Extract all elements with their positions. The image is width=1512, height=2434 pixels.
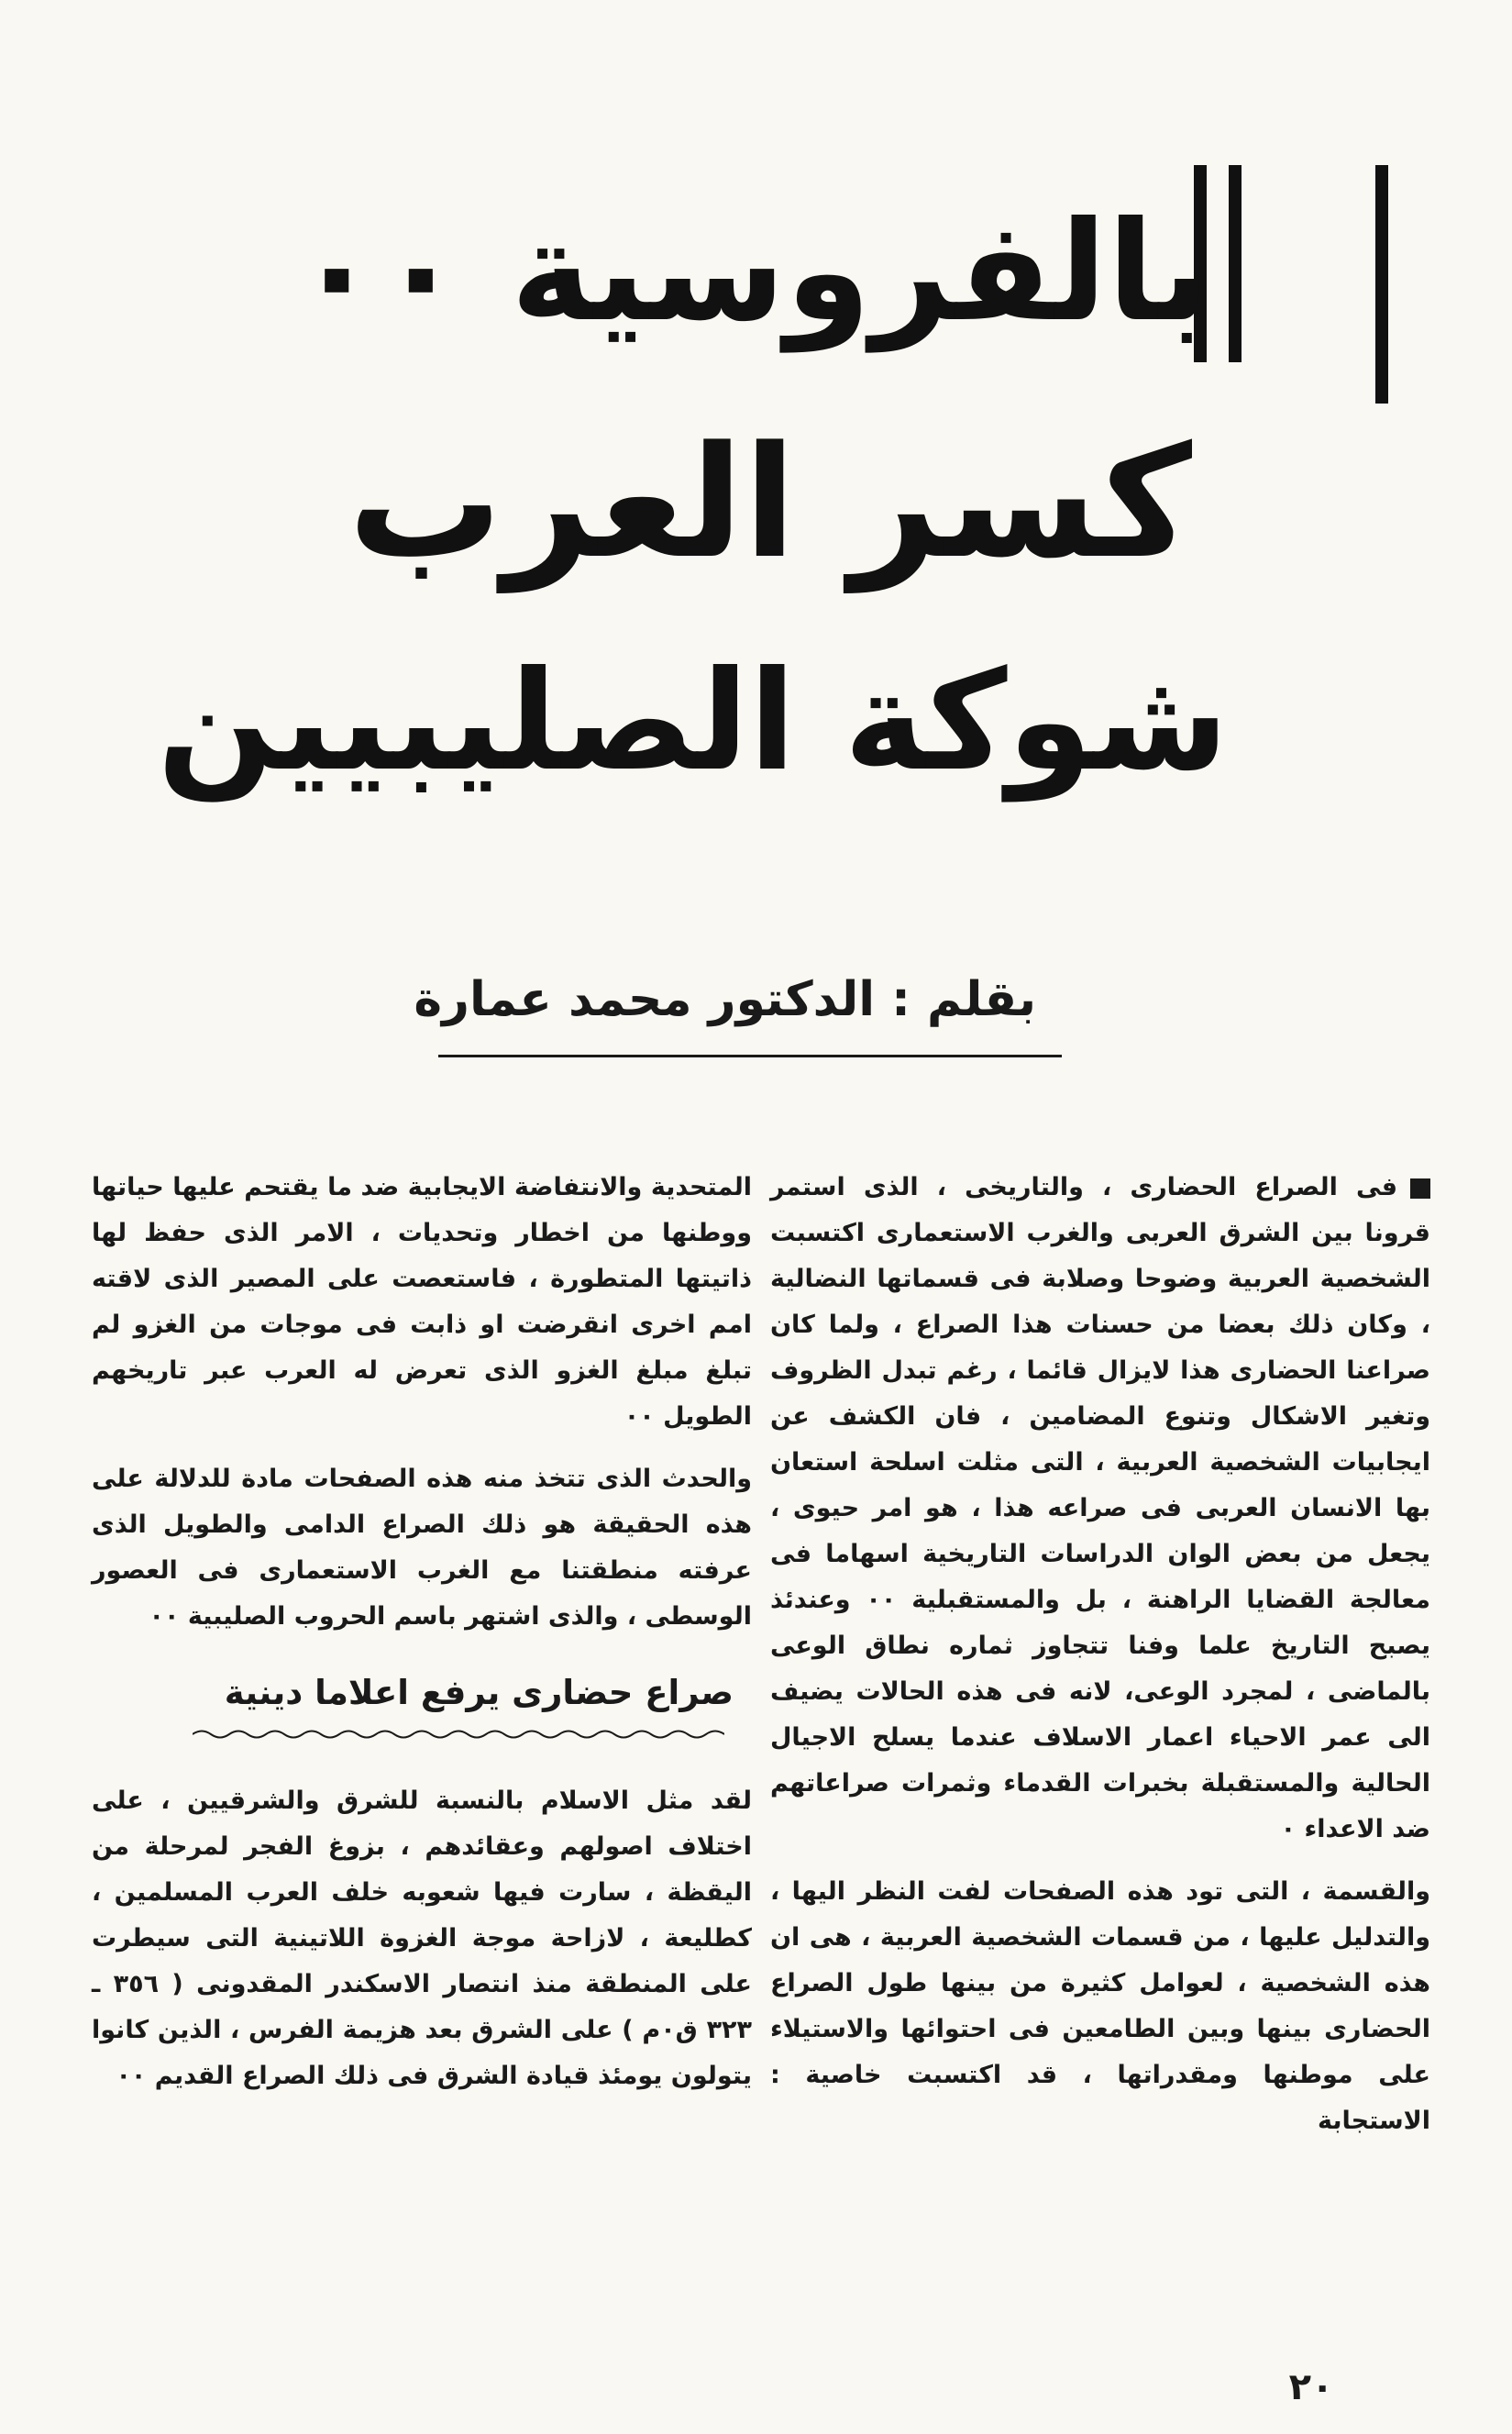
subheading-wavy-underline [193,1726,724,1743]
title-line-2: كسر العرب [348,413,1192,592]
byline-underline [438,1055,1062,1057]
article-title [157,165,1265,862]
title-calligraphy-stroke [1229,165,1242,362]
title-line-1: بالفروسية ٠٠ [294,193,1210,352]
right-column [770,1165,1430,2161]
title-line-3: شوكة الصليبيين [157,642,1229,802]
paragraph: والحدث الذى تتخذ منه هذه الصفحات مادة للدلالة على هذه الحقيقة هو ذلك الصراع الدامى والطويل الذى عرفته منطقتنا مع الغرب الاستعمارى فى العصور الوسطى ، والذى اشتهر باسم الحروب الصليبية ٠٠ [92,1465,752,1631]
author-byline: بقلم : الدكتور محمد عمارة [414,972,1036,1027]
page-number: ٢٠ [1288,2366,1334,2408]
section-start-square-icon [1410,1178,1430,1199]
paragraph: والقسمة ، التى تود هذه الصفحات لفت النظر اليها ، والتدليل عليها ، من قسمات الشخصية العربية ، هى ان هذه الشخصية ، لعوامل كثيرة من بينها طول الصراع الحضارى بينها وبين الطامعين فى احتوائها والاستيلاء على موطنها ومقدراتها ، قد اكتسبت خاصية : الاستجابة [770,1877,1430,2135]
left-column [92,1165,752,2116]
paragraph: المتحدية والانتفاضة الايجابية ضد ما يقتحم عليها حياتها ووطنها من اخطار وتحديات ، الامر الذى حفظ لها ذاتيتها المتطورة ، فاستعصت على المصير الذى لاقته امم اخرى انقرضت او ذابت فى موجات من الغزو لم تبلغ مبلغ الغزو الذى تعرض له العرب عبر تاريخهم الطويل ٠٠ [92,1173,752,1431]
paragraph: لقد مثل الاسلام بالنسبة للشرق والشرقيين ، على اختلاف اصولهم وعقائدهم ، بزوغ الفجر لمرحلة من اليقظة ، سارت فيها شعوبه خلف العرب المسلمين ، كطليعة ، لازاحة موجة الغزوة اللاتينية التى سيطرت على المنطقة منذ انتصار الاسكندر المقدونى ( ٣٥٦ ـ ٣٢٣ ق٠م ) على الشرق بعد هزيمة الفرس ، الذين كانوا يتولون يومئذ قيادة الشرق فى ذلك الصراع القديم ٠٠ [92,1787,753,2090]
title-calligraphy-stroke [1375,165,1388,404]
subheading: صراع حضارى يرفع اعلاما دينية [224,1673,734,1712]
paragraph [770,1165,1430,1853]
paragraph-text: فى الصراع الحضارى ، والتاريخى ، الذى استمر قرونا بين الشرق العربى والغرب الاستعمارى اكتسبت الشخصية العربية وضوحا وصلابة فى قسماتها النضالية ، وكان ذلك بعضا من حسنات هذا الصراع ، ولما كان صراعنا الحضارى هذا لايزال قائما ، رغم تبدل الظروف وتغير الاشكال وتنوع المضامين ، فان الكشف عن ايجابيات الشخصية العربية ، التى مثلت اسلحة استعان بها الانسان العربى فى صراعه هذا ، هو امر حيوى ، يجعل من بعض الوان الدراسات التاريخية اسهاما فى معالجة القضايا الراهنة ، بل والمستقبلية ٠٠ وعندئذ يصبح التاريخ علما وفنا تتجاوز ثماره نطاق الوعى بالماضى ، لمجرد الوعى، لانه فى هذه الحالات يضيف الى عمر الاحياء اعمار الاسلاف عندما يسلح الاجيال الحالية والمستقبلة بخبرات القدماء وثمرات صراعاتهم ضد الاعداء ٠ [770,1173,1430,1843]
